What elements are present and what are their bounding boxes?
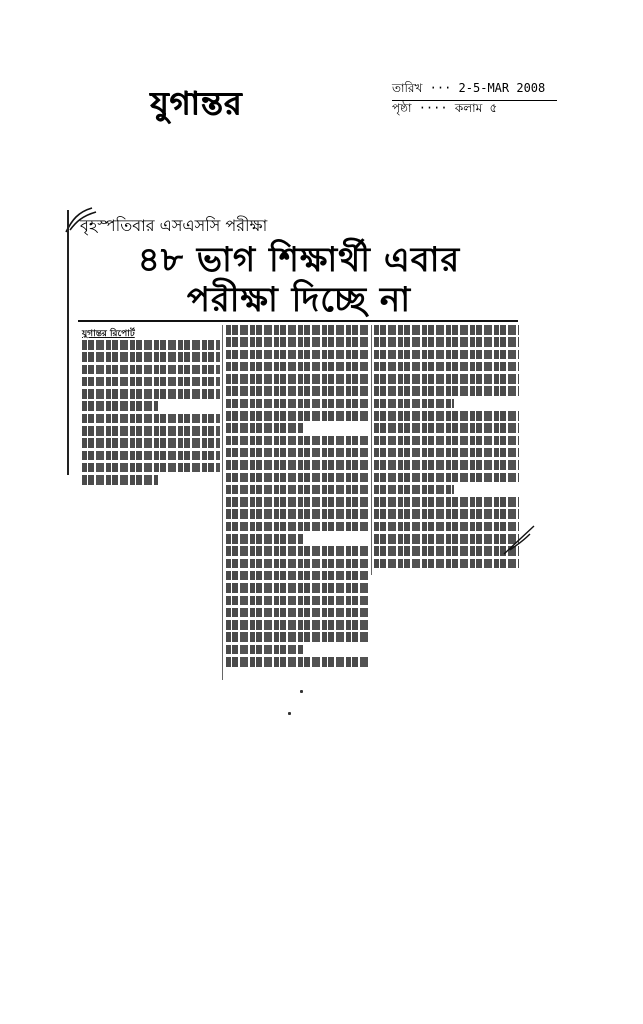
body-text-line bbox=[226, 386, 368, 396]
body-text-line bbox=[82, 438, 220, 448]
stamp-column-label: কলাম bbox=[454, 101, 483, 115]
body-text-line bbox=[374, 337, 519, 347]
article-byline: যুগান্তর রিপোর্ট bbox=[82, 329, 135, 339]
clipping-left-border bbox=[67, 210, 69, 475]
body-text-line bbox=[374, 436, 519, 446]
body-text-line bbox=[226, 325, 368, 335]
newspaper-masthead: যুগান্তর bbox=[150, 84, 243, 122]
body-text-line bbox=[226, 509, 368, 519]
body-text-line bbox=[226, 436, 368, 446]
stamp-divider bbox=[392, 100, 557, 101]
body-text-line bbox=[82, 340, 220, 350]
body-text-line bbox=[374, 460, 519, 470]
body-text-line bbox=[226, 362, 368, 372]
article-column-2 bbox=[226, 325, 368, 669]
body-text-line bbox=[374, 473, 519, 483]
article-headline bbox=[84, 240, 514, 320]
body-text-line bbox=[226, 596, 368, 606]
body-text-line bbox=[374, 485, 454, 495]
body-text-line bbox=[374, 374, 519, 384]
body-text-line bbox=[226, 645, 304, 655]
body-text-line bbox=[226, 374, 368, 384]
body-text-line bbox=[226, 534, 304, 544]
body-text-line bbox=[226, 632, 368, 642]
body-text-line bbox=[226, 546, 368, 556]
body-text-line bbox=[374, 448, 519, 458]
date-stamp bbox=[392, 78, 560, 120]
body-text-line bbox=[226, 473, 368, 483]
body-text-line bbox=[226, 571, 368, 581]
scan-speck bbox=[300, 690, 303, 693]
body-text-line bbox=[82, 401, 158, 411]
body-text-line bbox=[226, 497, 368, 507]
body-text-line bbox=[82, 426, 220, 436]
column-rule-2 bbox=[371, 325, 372, 575]
body-text-line bbox=[374, 497, 519, 507]
body-text-line bbox=[226, 448, 368, 458]
stamp-page-row: পৃষ্ঠা ···· কলাম ৫ bbox=[392, 101, 498, 115]
body-text-line bbox=[82, 451, 220, 461]
body-text-line bbox=[374, 522, 519, 532]
stamp-page-label: পৃষ্ঠা bbox=[392, 101, 412, 115]
headline-line-1: ৪৮ ভাগ শিক্ষার্থী এবার bbox=[137, 240, 461, 280]
body-text-line bbox=[82, 475, 158, 485]
body-text-line bbox=[374, 546, 519, 556]
body-text-line bbox=[82, 377, 220, 387]
body-text-line bbox=[374, 386, 519, 396]
body-text-line bbox=[374, 509, 519, 519]
body-text-line bbox=[226, 460, 368, 470]
body-text-line bbox=[226, 399, 368, 409]
body-text-line bbox=[82, 352, 220, 362]
body-text-line bbox=[82, 365, 220, 375]
article-column-1 bbox=[82, 340, 220, 488]
body-text-line bbox=[226, 657, 368, 667]
body-text-line bbox=[226, 583, 368, 593]
body-text-line bbox=[374, 325, 519, 335]
body-text-line bbox=[374, 559, 519, 569]
body-text-line bbox=[226, 423, 304, 433]
scan-speck bbox=[288, 712, 291, 715]
headline-line-2: পরীক্ষা দিচ্ছে না bbox=[186, 280, 412, 320]
stamp-date-value: 2-5-MAR 2008 bbox=[458, 81, 546, 95]
body-text-line bbox=[374, 534, 519, 544]
body-text-line bbox=[226, 337, 368, 347]
headline-rule bbox=[78, 320, 518, 322]
stamp-column-value: ৫ bbox=[489, 101, 498, 115]
article-kicker: বৃহস্পতিবার এসএসসি পরীক্ষা bbox=[80, 216, 268, 235]
body-text-line bbox=[226, 522, 368, 532]
body-text-line bbox=[226, 350, 368, 360]
article-column-3 bbox=[374, 325, 519, 571]
body-text-line bbox=[226, 411, 368, 421]
body-text-line bbox=[374, 362, 519, 372]
stamp-date-row: তারিখ ··· 2-5-MAR 2008 bbox=[392, 81, 546, 95]
body-text-line bbox=[226, 620, 368, 630]
pen-mark-icon bbox=[500, 520, 540, 560]
body-text-line bbox=[226, 559, 368, 569]
body-text-line bbox=[374, 350, 519, 360]
body-text-line bbox=[226, 485, 368, 495]
column-rule-1 bbox=[222, 325, 223, 680]
body-text-line bbox=[82, 389, 220, 399]
stamp-date-label: তারিখ bbox=[392, 81, 423, 95]
body-text-line bbox=[374, 411, 519, 421]
body-text-line bbox=[374, 399, 454, 409]
body-text-line bbox=[226, 608, 368, 618]
body-text-line bbox=[374, 423, 519, 433]
body-text-line bbox=[82, 463, 220, 473]
body-text-line bbox=[82, 414, 220, 424]
